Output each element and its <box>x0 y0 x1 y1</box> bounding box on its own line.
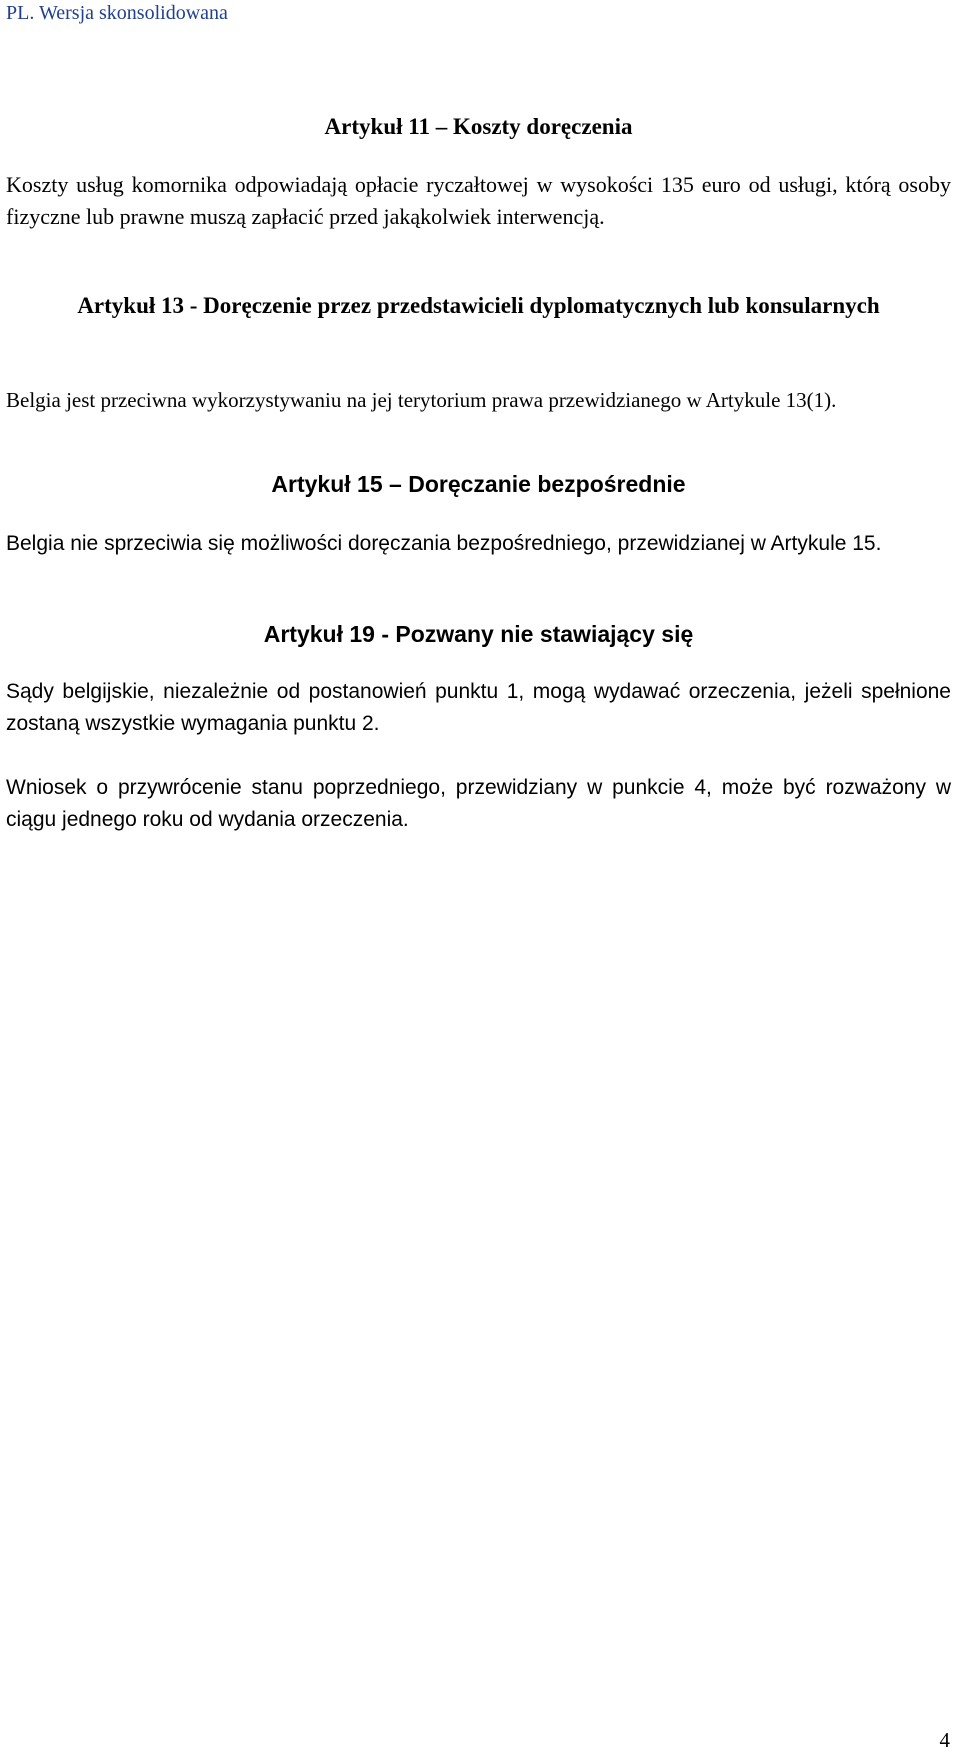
article-19-paragraph-1: Sądy belgijskie, niezależnie od postanowień punktu 1, mogą wydawać orzeczenia, jeżeli spełnione zostaną wszystkie wymagania punktu 2. <box>6 680 951 735</box>
article-19-title: Artykuł 19 - Pozwany nie stawiający się <box>263 621 694 647</box>
article-15-title: Artykuł 15 – Doręczanie bezpośrednie <box>271 471 686 497</box>
article-13-title: Artykuł 13 - Doręczenie przez przedstawicieli dyplomatycznych lub konsularnych <box>77 293 880 318</box>
article-11-title: Artykuł 11 – Koszty doręczenia <box>324 114 633 139</box>
page-number: 4 <box>939 1728 950 1752</box>
article-13-paragraph: Belgia jest przeciwna wykorzystywaniu na jej terytorium prawa przewidzianego w Artykule 13(1). <box>6 388 837 412</box>
article-15-paragraph: Belgia nie sprzeciwia się możliwości doręczania bezpośredniego, przewidzianej w Artykule 15. <box>6 532 882 555</box>
article-11-paragraph: Koszty usług komornika odpowiadają opłacie ryczałtowej w wysokości 135 euro od usługi, którą osoby fizyczne lub prawne muszą zapłacić przed jakąkolwiek interwencją. <box>6 172 951 229</box>
running-header: PL. Wersja skonsolidowana <box>6 2 228 24</box>
article-19-paragraph-2: Wniosek o przywrócenie stanu poprzedniego, przewidziany w punkcie 4, może być rozważony w ciągu jednego roku od wydania orzeczenia. <box>6 776 951 831</box>
